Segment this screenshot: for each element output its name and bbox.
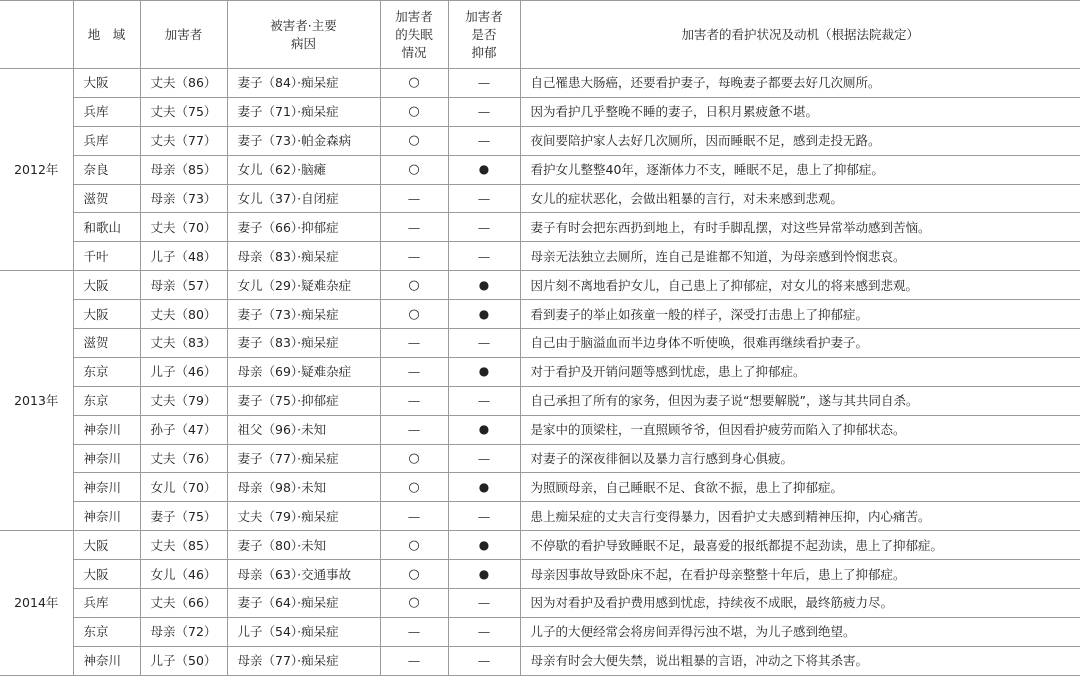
- motive-cell: 母亲有时会大便失禁，说出粗暴的言语，冲动之下将其杀害。: [520, 646, 1080, 675]
- motive-cell: 为照顾母亲，自己睡眠不足、食欲不振，患上了抑郁症。: [520, 473, 1080, 502]
- region-cell: 兵库: [73, 97, 140, 126]
- table-row: [0, 271, 1080, 300]
- table-row: [0, 415, 1080, 444]
- insomnia-cell: ○: [380, 69, 448, 98]
- region-cell: 滋贺: [73, 329, 140, 358]
- perpetrator-cell: 儿子（50）: [140, 646, 227, 675]
- motive-cell: 夜间要陪护家人去好几次厕所，因而睡眠不足，感到走投无路。: [520, 126, 1080, 155]
- region-cell: 大阪: [73, 271, 140, 300]
- region-cell: 神奈川: [73, 473, 140, 502]
- insomnia-header-line: 加害者: [395, 8, 433, 24]
- insomnia-cell: —: [380, 386, 448, 415]
- region-cell: 东京: [73, 357, 140, 386]
- depression-cell: —: [448, 329, 520, 358]
- motive-cell: 妻子有时会把东西扔到地上，有时手脚乱摆，对这些异常举动感到苦恼。: [520, 213, 1080, 242]
- victim-cell: 妻子（73）·帕金森病: [227, 126, 380, 155]
- region-cell: 奈良: [73, 155, 140, 184]
- victim-cell: 母亲（98）·未知: [227, 473, 380, 502]
- table-row: [0, 502, 1080, 531]
- motive-cell: 看护女儿整整40年，逐渐体力不支，睡眠不足，患上了抑郁症。: [520, 155, 1080, 184]
- depression-cell: ●: [448, 560, 520, 589]
- table-row: [0, 242, 1080, 271]
- victim-cell: 妻子（75）·抑郁症: [227, 386, 380, 415]
- table-body: [0, 69, 1080, 676]
- perpetrator-cell: 丈夫（75）: [140, 97, 227, 126]
- insomnia-cell: —: [380, 357, 448, 386]
- perpetrator-cell: 儿子（46）: [140, 357, 227, 386]
- victim-cell: 祖父（96）·未知: [227, 415, 380, 444]
- region-cell: 千叶: [73, 242, 140, 271]
- victim-cell: 妻子（66）·抑郁症: [227, 213, 380, 242]
- insomnia-cell: ○: [380, 300, 448, 329]
- year-cell: 2014年: [0, 531, 73, 675]
- region-cell: 和歌山: [73, 213, 140, 242]
- region-cell: 神奈川: [73, 415, 140, 444]
- victim-cell: 妻子（83）·痴呆症: [227, 329, 380, 358]
- insomnia-cell: —: [380, 329, 448, 358]
- table-row: [0, 126, 1080, 155]
- victim-cell: 丈夫（79）·痴呆症: [227, 502, 380, 531]
- table-row: [0, 386, 1080, 415]
- header-row: [0, 1, 1080, 69]
- depression-cell: —: [448, 213, 520, 242]
- table-row: [0, 329, 1080, 358]
- table-row: [0, 184, 1080, 213]
- table-row: [0, 589, 1080, 618]
- victim-cell: 妻子（77）·痴呆症: [227, 444, 380, 473]
- motive-cell: 对于看护及开销问题等感到忧虑，患上了抑郁症。: [520, 357, 1080, 386]
- depression-cell: ●: [448, 531, 520, 560]
- table-row: [0, 473, 1080, 502]
- victim-header-line: 病因: [290, 35, 316, 51]
- victim-cell: 母亲（69）·疑难杂症: [227, 357, 380, 386]
- insomnia-cell: ○: [380, 271, 448, 300]
- region-cell: 神奈川: [73, 444, 140, 473]
- depression-cell: —: [448, 69, 520, 98]
- victim-cell: 女儿（29）·疑难杂症: [227, 271, 380, 300]
- motive-cell: 自己承担了所有的家务，但因为妻子说“想要解脱”，遂与其共同自杀。: [520, 386, 1080, 415]
- victim-cell: 妻子（73）·痴呆症: [227, 300, 380, 329]
- region-cell: 东京: [73, 617, 140, 646]
- depression-header-line: 是否: [471, 26, 497, 42]
- victim-header: [227, 1, 380, 69]
- year-header: [0, 1, 73, 69]
- insomnia-cell: —: [380, 617, 448, 646]
- perpetrator-cell: 丈夫（76）: [140, 444, 227, 473]
- perpetrator-cell: 母亲（85）: [140, 155, 227, 184]
- depression-cell: —: [448, 502, 520, 531]
- perpetrator-header: 加害者: [140, 1, 227, 69]
- insomnia-cell: ○: [380, 155, 448, 184]
- victim-cell: 妻子（64）·痴呆症: [227, 589, 380, 618]
- victim-cell: 女儿（37）·自闭症: [227, 184, 380, 213]
- table-row: [0, 155, 1080, 184]
- depression-cell: —: [448, 617, 520, 646]
- motive-cell: 自己罹患大肠癌，还要看护妻子，每晚妻子都要去好几次厕所。: [520, 69, 1080, 98]
- depression-cell: —: [448, 444, 520, 473]
- motive-cell: 不停歇的看护导致睡眠不足，最喜爱的报纸都提不起劲读，患上了抑郁症。: [520, 531, 1080, 560]
- depression-cell: —: [448, 184, 520, 213]
- motive-cell: 母亲因事故导致卧床不起，在看护母亲整整十年后，患上了抑郁症。: [520, 560, 1080, 589]
- victim-cell: 母亲（77）·痴呆症: [227, 646, 380, 675]
- region-cell: 滋贺: [73, 184, 140, 213]
- insomnia-cell: ○: [380, 589, 448, 618]
- table-row: [0, 646, 1080, 675]
- motive-cell: 是家中的顶梁柱，一直照顾爷爷，但因看护疲劳而陷入了抑郁状态。: [520, 415, 1080, 444]
- perpetrator-cell: 丈夫（83）: [140, 329, 227, 358]
- perpetrator-cell: 孙子（47）: [140, 415, 227, 444]
- perpetrator-cell: 丈夫（85）: [140, 531, 227, 560]
- depression-cell: ●: [448, 415, 520, 444]
- insomnia-header-line: 情况: [401, 44, 427, 60]
- insomnia-cell: ○: [380, 97, 448, 126]
- motive-cell: 女儿的症状恶化，会做出粗暴的言行，对未来感到悲观。: [520, 184, 1080, 213]
- region-cell: 大阪: [73, 531, 140, 560]
- victim-cell: 女儿（62）·脑瘫: [227, 155, 380, 184]
- perpetrator-cell: 丈夫（86）: [140, 69, 227, 98]
- region-cell: 大阪: [73, 69, 140, 98]
- depression-cell: —: [448, 646, 520, 675]
- victim-cell: 妻子（80）·未知: [227, 531, 380, 560]
- insomnia-cell: ○: [380, 126, 448, 155]
- insomnia-header-line: 的失眠: [395, 26, 433, 42]
- perpetrator-cell: 丈夫（80）: [140, 300, 227, 329]
- region-header: 地 域: [73, 1, 140, 69]
- perpetrator-cell: 丈夫（79）: [140, 386, 227, 415]
- insomnia-cell: —: [380, 415, 448, 444]
- year-cell: 2012年: [0, 69, 73, 271]
- region-cell: 兵库: [73, 126, 140, 155]
- perpetrator-cell: 儿子（48）: [140, 242, 227, 271]
- region-cell: 东京: [73, 386, 140, 415]
- table-row: [0, 357, 1080, 386]
- motive-cell: 对妻子的深夜徘徊以及暴力言行感到身心俱疲。: [520, 444, 1080, 473]
- victim-header-line: 被害者·主要: [270, 17, 337, 33]
- victim-cell: 妻子（71）·痴呆症: [227, 97, 380, 126]
- perpetrator-cell: 妻子（75）: [140, 502, 227, 531]
- motive-cell: 儿子的大便经常会将房间弄得污浊不堪，为儿子感到绝望。: [520, 617, 1080, 646]
- insomnia-cell: ○: [380, 444, 448, 473]
- depression-cell: —: [448, 589, 520, 618]
- region-cell: 兵库: [73, 589, 140, 618]
- insomnia-cell: —: [380, 184, 448, 213]
- region-cell: 大阪: [73, 560, 140, 589]
- table-row: [0, 531, 1080, 560]
- region-cell: 神奈川: [73, 502, 140, 531]
- table-row: [0, 300, 1080, 329]
- motive-cell: 因为看护几乎整晚不睡的妻子，日积月累疲惫不堪。: [520, 97, 1080, 126]
- table-row: [0, 560, 1080, 589]
- motive-cell: 因片刻不离地看护女儿，自己患上了抑郁症，对女儿的将来感到悲观。: [520, 271, 1080, 300]
- insomnia-cell: —: [380, 213, 448, 242]
- insomnia-cell: ○: [380, 531, 448, 560]
- victim-cell: 母亲（63）·交通事故: [227, 560, 380, 589]
- victim-cell: 母亲（83）·痴呆症: [227, 242, 380, 271]
- depression-header: [448, 1, 520, 69]
- perpetrator-cell: 母亲（73）: [140, 184, 227, 213]
- perpetrator-cell: 丈夫（70）: [140, 213, 227, 242]
- depression-cell: —: [448, 242, 520, 271]
- perpetrator-cell: 母亲（57）: [140, 271, 227, 300]
- table-row: [0, 444, 1080, 473]
- motive-cell: 患上痴呆症的丈夫言行变得暴力，因看护丈夫感到精神压抑，内心痛苦。: [520, 502, 1080, 531]
- depression-header-line: 加害者: [465, 8, 503, 24]
- insomnia-cell: ○: [380, 560, 448, 589]
- motive-cell: 母亲无法独立去厕所，连自己是谁都不知道，为母亲感到怜悯悲哀。: [520, 242, 1080, 271]
- insomnia-cell: —: [380, 646, 448, 675]
- perpetrator-cell: 女儿（46）: [140, 560, 227, 589]
- perpetrator-cell: 母亲（72）: [140, 617, 227, 646]
- depression-cell: ●: [448, 155, 520, 184]
- motive-cell: 自己由于脑溢血而半边身体不听使唤，很难再继续看护妻子。: [520, 329, 1080, 358]
- depression-header-line: 抑郁: [471, 44, 497, 60]
- region-cell: 神奈川: [73, 646, 140, 675]
- perpetrator-cell: 女儿（70）: [140, 473, 227, 502]
- motive-cell: 看到妻子的举止如孩童一般的样子，深受打击患上了抑郁症。: [520, 300, 1080, 329]
- insomnia-cell: —: [380, 242, 448, 271]
- depression-cell: ●: [448, 357, 520, 386]
- depression-cell: ●: [448, 473, 520, 502]
- motive-header: 加害者的看护状况及动机（根据法院裁定）: [520, 1, 1080, 69]
- depression-cell: —: [448, 126, 520, 155]
- depression-cell: ●: [448, 271, 520, 300]
- victim-cell: 儿子（54）·痴呆症: [227, 617, 380, 646]
- table-row: [0, 617, 1080, 646]
- region-cell: 大阪: [73, 300, 140, 329]
- table-row: [0, 97, 1080, 126]
- perpetrator-cell: 丈夫（77）: [140, 126, 227, 155]
- insomnia-header: [380, 1, 448, 69]
- depression-cell: ●: [448, 300, 520, 329]
- motive-cell: 因为对看护及看护费用感到忧虑，持续夜不成眠，最终筋疲力尽。: [520, 589, 1080, 618]
- insomnia-cell: —: [380, 502, 448, 531]
- table-row: [0, 213, 1080, 242]
- perpetrator-cell: 丈夫（66）: [140, 589, 227, 618]
- table-row: [0, 69, 1080, 98]
- depression-cell: —: [448, 386, 520, 415]
- depression-cell: —: [448, 97, 520, 126]
- year-cell: 2013年: [0, 271, 73, 531]
- victim-cell: 妻子（84）·痴呆症: [227, 69, 380, 98]
- insomnia-cell: ○: [380, 473, 448, 502]
